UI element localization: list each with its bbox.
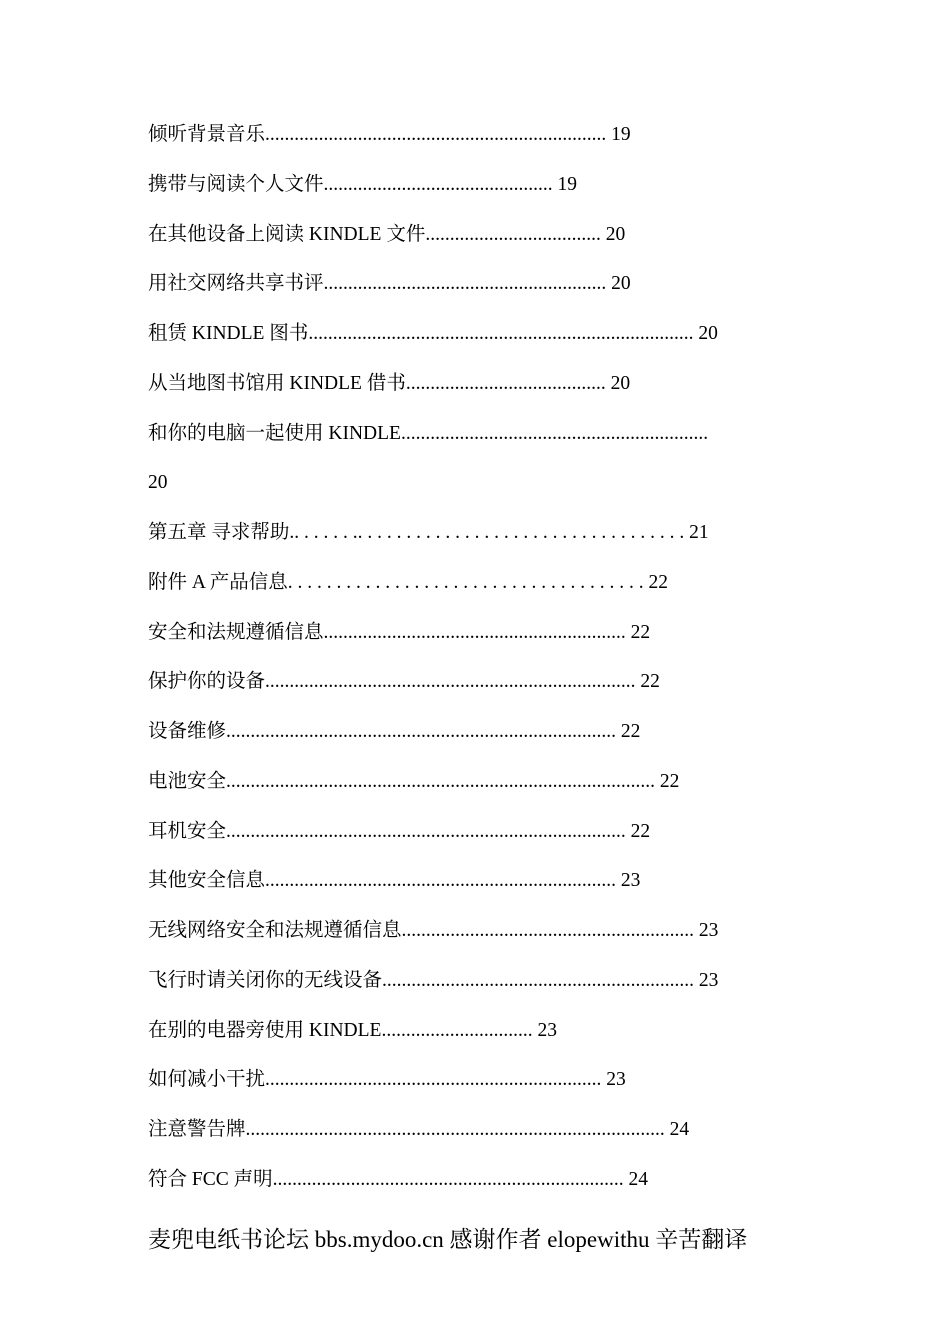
- toc-entry: 符合 FCC 声明........................................................................ 24: [148, 1168, 648, 1190]
- page-footer: 麦兜电纸书论坛 bbs.mydoo.cn 感谢作者 elopewithu 辛苦翻译: [148, 1227, 748, 1252]
- toc-entry: 附件 A 产品信息. . . . . . . . . . . . . . . . . . . . . . . . . . . . . . . . . . . . . 22: [148, 571, 669, 593]
- toc-entry: 倾听背景音乐...................................................................... 19: [148, 124, 631, 145]
- toc-entry: 设备维修................................................................................ 22: [148, 721, 641, 742]
- toc-entry: 无线网络安全和法规遵循信息............................................................ 23: [148, 920, 719, 941]
- toc-entry-page-number: 20: [148, 472, 168, 494]
- toc-entry: 耳机安全.................................................................................. 22: [148, 820, 651, 842]
- toc-entry: 第五章 寻求帮助.. . . . . . .. . . . . . . . . . . . . . . . . . . . . . . . . . . . . . . . . . 21: [148, 522, 709, 543]
- toc-entry: 携带与阅读个人文件............................................... 19: [148, 173, 578, 195]
- toc-entry: 如何减小干扰..................................................................... 23: [148, 1069, 626, 1091]
- toc-entry: 安全和法规遵循信息.............................................................. 22: [148, 621, 651, 643]
- toc-entry: 电池安全........................................................................................ 22: [148, 770, 680, 792]
- toc-entry: 在其他设备上阅读 KINDLE 文件.................................... 20: [148, 223, 626, 245]
- toc-entry: 从当地图书馆用 KINDLE 借书......................................... 20: [148, 372, 631, 394]
- toc-entry: 其他安全信息........................................................................ 23: [148, 870, 641, 892]
- toc-entry: 飞行时请关闭你的无线设备................................................................ 23: [148, 969, 719, 991]
- toc-entry: 和你的电脑一起使用 KINDLE...............................................................: [148, 422, 709, 444]
- toc-entry: 租赁 KINDLE 图书............................................................................... 20: [148, 323, 718, 344]
- toc-entry: 保护你的设备............................................................................ 22: [148, 671, 660, 693]
- table-of-contents: [148, 120, 848, 1215]
- toc-entry: 注意警告牌...................................................................................... 24: [148, 1119, 690, 1140]
- toc-entry: 用社交网络共享书评.......................................................... 20: [148, 273, 631, 295]
- toc-entry: 在别的电器旁使用 KINDLE............................... 23: [148, 1019, 557, 1041]
